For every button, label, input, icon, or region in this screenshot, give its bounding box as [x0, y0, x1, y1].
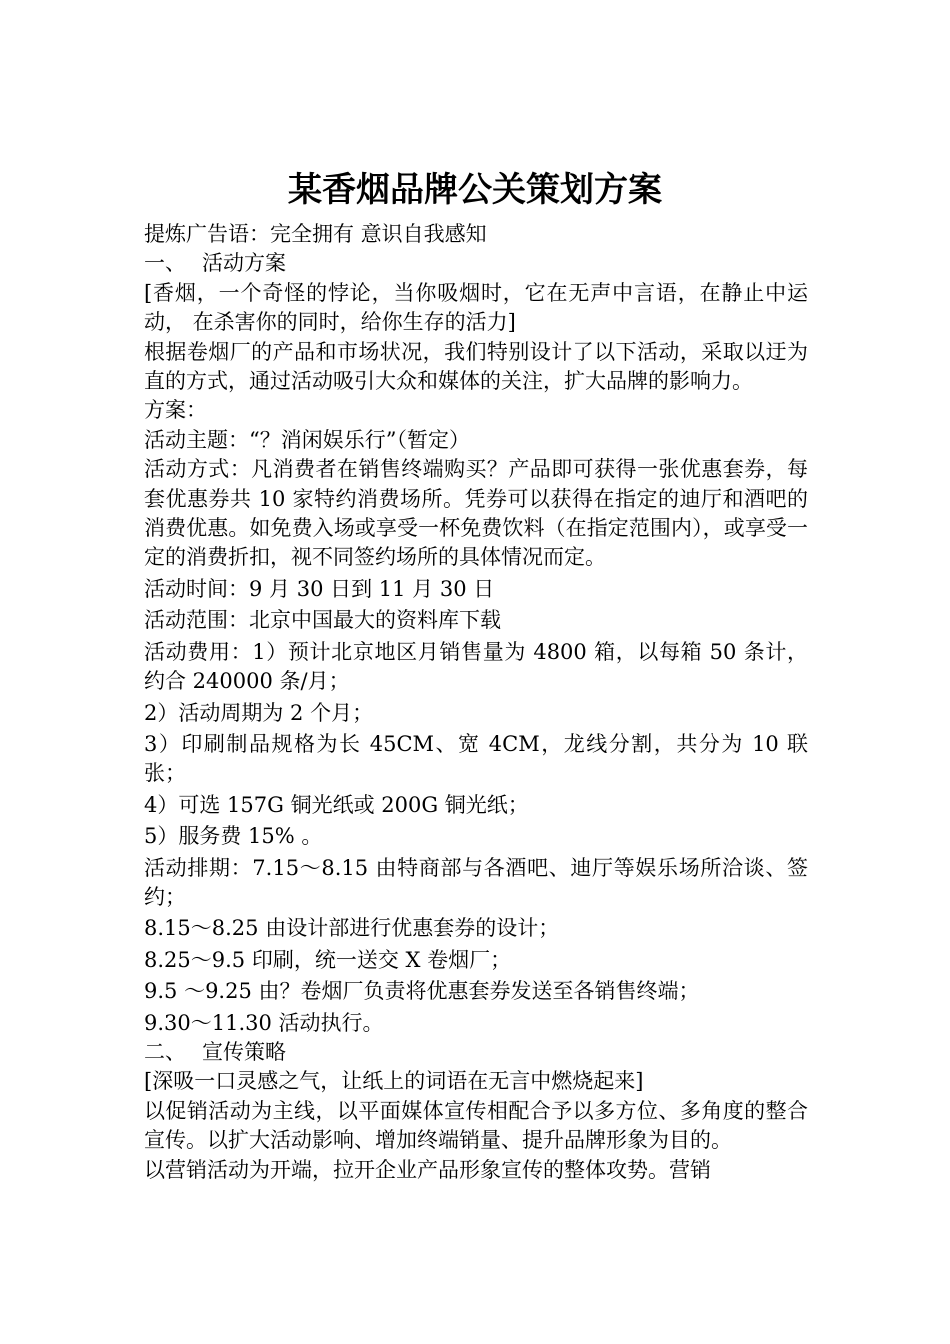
paragraph: 活动费用：1）预计北京地区月销售量为 4800 箱，以每箱 50 条计，约合 240000 条/月；	[144, 639, 808, 694]
section-heading-text: 宣传策略	[202, 1039, 286, 1064]
paragraph: 活动范围：北京中国最大的资料库下载	[144, 608, 501, 633]
section-heading-activity	[144, 249, 808, 278]
section-number: 二、	[144, 1039, 186, 1064]
section-heading-text: 活动方案	[202, 251, 286, 276]
paragraph: [香烟，一个奇怪的悖论，当你吸烟时，它在无声中言语，在静止中运动， 在杀害你的同时，给你生存的活力]	[144, 280, 808, 335]
document-body	[144, 220, 808, 1185]
paragraph: 根据卷烟厂的产品和市场状况，我们特别设计了以下活动，采取以迂为直的方式，通过活动吸引大众和媒体的关注，扩大品牌的影响力。	[144, 339, 808, 394]
paragraph: 4）可选 157G 铜光纸或 200G 铜光纸；	[144, 792, 529, 817]
paragraph: [深吸一口灵感之气，让纸上的词语在无言中燃烧起来]	[144, 1069, 644, 1094]
slogan-line: 提炼广告语：完全拥有 意识自我感知	[144, 222, 487, 246]
paragraph: 9.30～11.30 活动执行。	[144, 1010, 384, 1035]
paragraph: 9.5 ～9.25 由？卷烟厂负责将优惠套券发送至各销售终端；	[144, 979, 700, 1004]
paragraph: 活动排期：7.15～8.15 由特商部与各酒吧、迪厅等娱乐场所洽谈、签约；	[144, 855, 808, 909]
paragraph: 8.25～9.5 印刷，统一送交 X 卷烟厂；	[144, 947, 512, 972]
paragraph: 方案：	[144, 398, 207, 423]
paragraph: 8.15～8.25 由设计部进行优惠套券的设计；	[144, 916, 560, 941]
paragraph: 以营销活动为开端，拉开企业产品形象宣传的整体攻势。营销	[144, 1157, 711, 1182]
section-number: 一、	[144, 251, 186, 276]
paragraph: 5）服务费 15% 。	[144, 824, 323, 849]
paragraph: 活动方式：凡消费者在销售终端购买？产品即可获得一张优惠套券，每套优惠券共 10 家特约消费场所。凭券可以获得在指定的迪厅和酒吧的消费优惠。如免费入场或享受一杯免费饮料（在指定范围内），或享受一定的消费折扣，视不同签约场所的具体情况而定。	[144, 457, 808, 570]
section-heading-promotion	[144, 1038, 808, 1067]
document-title: 某香烟品牌公关策划方案	[288, 170, 662, 210]
paragraph: 活动主题：“？消闲娱乐行”（暂定）	[144, 427, 470, 452]
paragraph: 3）印刷制品规格为长 45CM、宽 4CM，龙线分割，共分为 10 联张；	[144, 731, 808, 786]
paragraph: 活动时间：9 月 30 日到 11 月 30 日	[144, 576, 495, 601]
paragraph: 以促销活动为主线，以平面媒体宣传相配合予以多方位、多角度的整合宣传。以扩大活动影响、增加终端销量、提升品牌形象为目的。	[144, 1098, 808, 1153]
paragraph: 2）活动周期为 2 个月；	[144, 700, 374, 725]
